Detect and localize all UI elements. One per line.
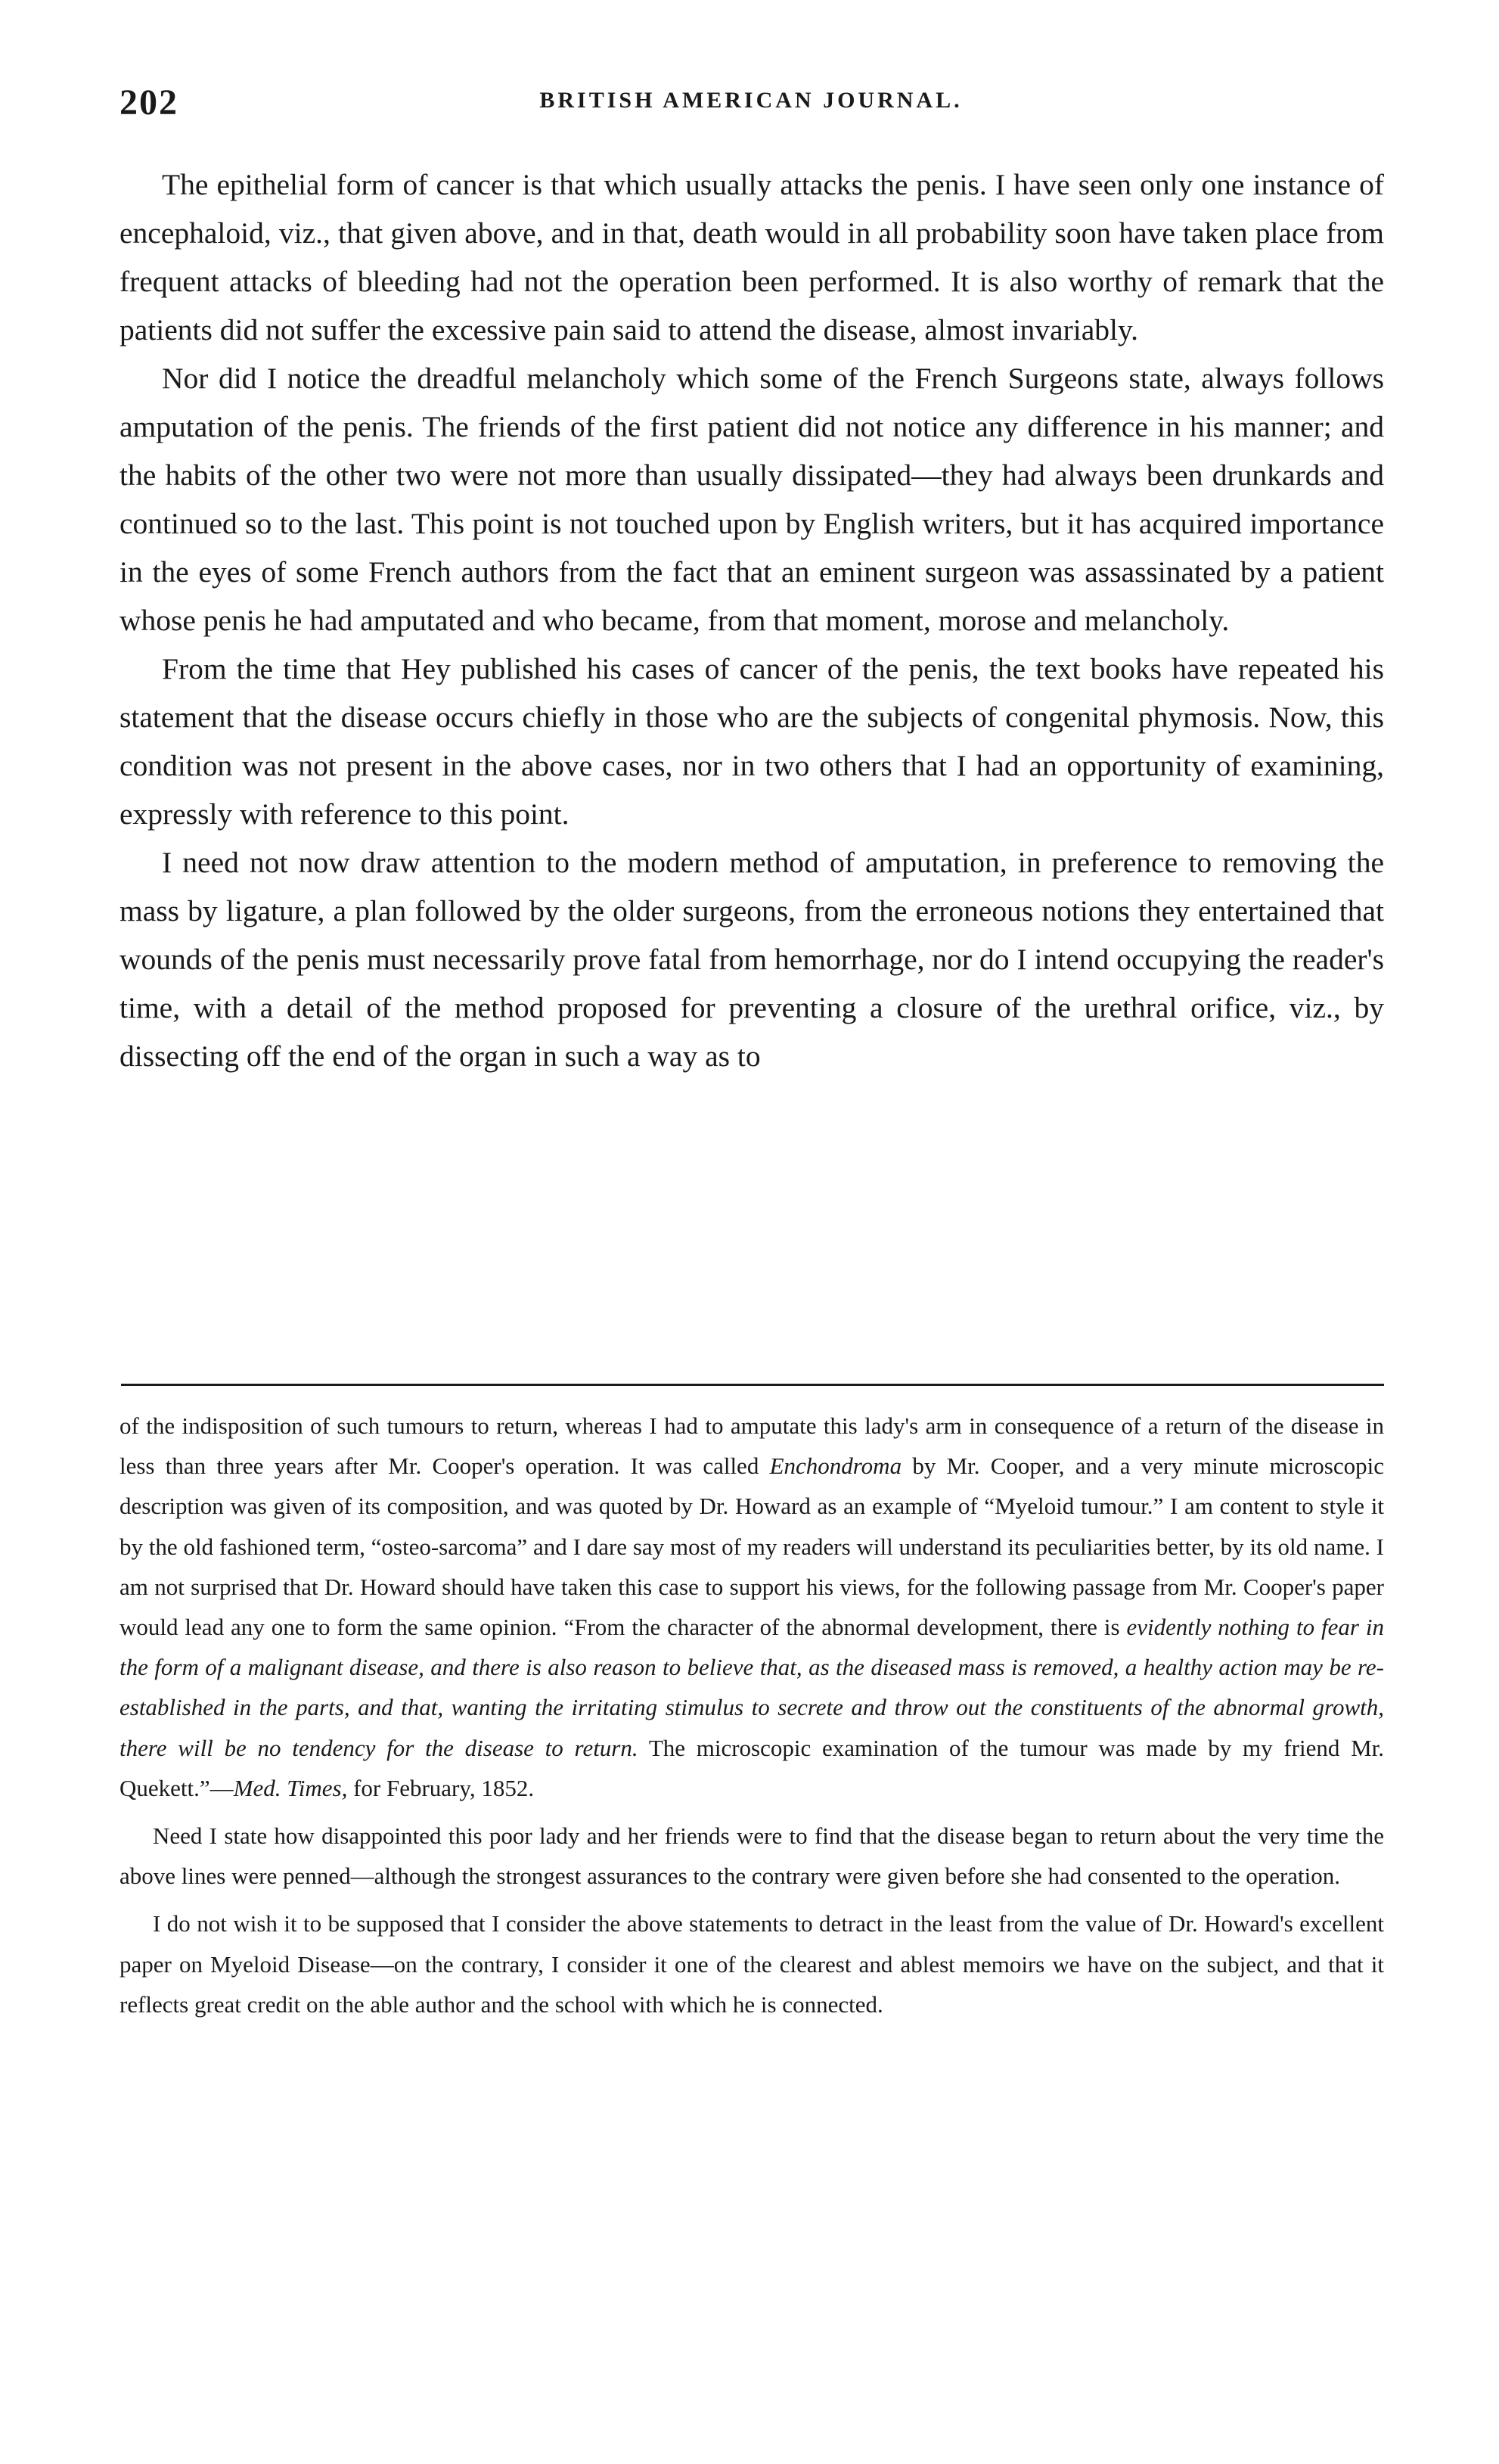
footnote-text-e: The microscopic examination of the tumour was made by my friend Mr. Quekett.”— (119, 1734, 1385, 1801)
footnote-italic-quote: evidently nothing to fear in the form of a malignant disease, and there is also reason to believe that, as the diseased mass is removed, a healthy action may be re-established in the parts, and that, wanting the irritating stimulus to secrete and throw out the constituents of the abnormal growth, there will be no tendency for the disease to return. (119, 1614, 1384, 1761)
footnote-paragraph-2: Need I state how disappointed this poor lady and her friends were to find that the disease began to return about the very time the above lines were penned—although the strongest assurances to the contrary were given before she had consented to the operation. (119, 1822, 1384, 1890)
footnote-italic-enchondroma: Enchondroma (769, 1453, 902, 1480)
running-title: BRITISH AMERICAN JOURNAL. (539, 88, 963, 113)
footnote-italic-source: Med. Times, (233, 1774, 348, 1801)
footnote-text-a: of the indisposition of such tumours to return, whereas I had to amputate this lady's arm in consequence of a return of the disease in less than three years after Mr. Cooper's operation. It was called (119, 1412, 1384, 1480)
footnote-text-g: for February, 1852. (347, 1774, 535, 1801)
footnote-paragraph-1 (119, 1406, 1384, 1808)
footnote-text-c: by Mr. Cooper, and a very minute microscopic description was given of its composition, and was quoted by Dr. Howard as an example of “Myeloid tumour.” I am content to style it by the old fashioned term, “osteo-sarcoma” and I dare say most of my readers will understand its peculiarities better, by its old name. I am not surprised that Dr. Howard should have taken this case to support his views, for the following passage from Mr. Cooper's paper would lead any one to form the same opinion. “From the character of the abnormal development, there is (119, 1453, 1384, 1641)
page-header (119, 82, 1383, 127)
main-text (119, 160, 1384, 1080)
body-paragraph-3: From the time that Hey published his cases of cancer of the penis, the text books have repeated his statement that the disease occurs chiefly in those who are the subjects of congenital phymosis. Now, this condition was not present in the above cases, nor in two others that I had an opportunity of examining, expressly with reference to this point. (119, 652, 1384, 831)
body-paragraph-4: I need not now draw attention to the modern method of amputation, in preference to removing the mass by ligature, a plan followed by the older surgeons, from the erroneous notions they entertained that wounds of the penis must necessarily prove fatal from hemorrhage, nor do I intend occupying the reader's time, with a detail of the method proposed for preventing a closure of the urethral orifice, viz., by dissecting off the end of the organ in such a way as to (119, 846, 1384, 1073)
footnote-paragraph-3: I do not wish it to be supposed that I consider the above statements to detract in the least from the value of Dr. Howard's excellent paper on Myeloid Disease—on the contrary, I consider it one of the clearest and ablest memoirs we have on the subject, and that it reflects great credit on the able author and the school with which he is connected. (119, 1910, 1384, 2018)
body-paragraph-2: Nor did I notice the dreadful melancholy which some of the French Surgeons state, always follows amputation of the penis. The friends of the first patient did not notice any difference in his manner; and the habits of the other two were not more than usually dissipated—they had always been drunkards and continued so to the last. This point is not touched upon by English writers, but it has acquired importance in the eyes of some French authors from the fact that an eminent surgeon was assassinated by a patient whose penis he had amputated and who became, from that moment, morose and melancholy. (119, 362, 1384, 637)
footnote (119, 1406, 1384, 2024)
footnote-divider (121, 1384, 1384, 1386)
body-paragraph-1: The epithelial form of cancer is that which usually attacks the penis. I have seen only one instance of encephaloid, viz., that given above, and in that, death would in all probability soon have taken place from frequent attacks of bleeding had not the operation been performed. It is also worthy of remark that the patients did not suffer the excessive pain said to attend the disease, almost invariably. (119, 168, 1384, 346)
page-number: 202 (119, 82, 178, 123)
